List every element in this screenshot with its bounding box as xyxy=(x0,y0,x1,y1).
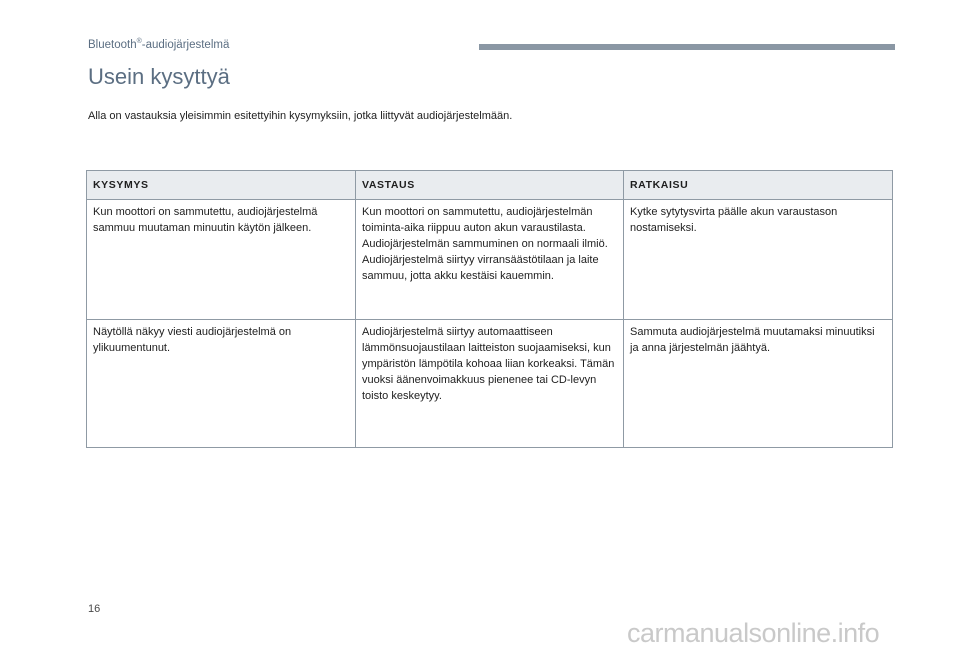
answer-cell: Audiojärjestelmä siirtyy automaattiseen lämmönsuojaustilaan laitteiston suojaamiseksi, kun ympäristön lämpötila kohoaa liian korkeaksi. Tämän vuoksi äänenvoimakkuus pienenee tai CD-levyn toisto keskeytyy. xyxy=(356,320,624,448)
section-label-suffix: -audiojärjestelmä xyxy=(141,38,230,51)
intro-text: Alla on vastauksia yleisimmin esitettyihin kysymyksiin, jotka liittyvät audiojärjestelmään. xyxy=(88,110,513,122)
page-header xyxy=(88,38,886,54)
section-label xyxy=(88,38,229,51)
answer-cell: Kun moottori on sammutettu, audiojärjestelmän toiminta-aika riippuu auton akun varaustilasta. Audiojärjestelmän sammuminen on normaali ilmiö. Audiojärjestelmä siirtyy virransäästötilaan ja laite sammuu, jotta akku kestäisi kauemmin. xyxy=(356,200,624,320)
question-cell: Näytöllä näkyy viesti audiojärjestelmä on ylikuumentunut. xyxy=(87,320,356,448)
watermark-link[interactable]: carmanualsonline.info xyxy=(627,618,880,648)
column-header-question: KYSYMYS xyxy=(87,171,356,200)
column-header-answer: VASTAUS xyxy=(356,171,624,200)
registered-mark: ® xyxy=(136,38,142,45)
page-title: Usein kysyttyä xyxy=(88,64,230,89)
page-number: 16 xyxy=(88,603,101,615)
solution-cell: Sammuta audiojärjestelmä muutamaksi minuutiksi ja anna järjestelmän jäähtyä. xyxy=(624,320,893,448)
table-row xyxy=(87,320,893,448)
section-label-prefix: Bluetooth xyxy=(88,38,137,51)
column-header-solution: RATKAISU xyxy=(624,171,893,200)
table-row xyxy=(87,200,893,320)
solution-cell: Kytke sytytysvirta päälle akun varaustason nostamiseksi. xyxy=(624,200,893,320)
question-cell: Kun moottori on sammutettu, audiojärjestelmä sammuu muutaman minuutin käytön jälkeen. xyxy=(87,200,356,320)
table-header-row xyxy=(87,171,893,200)
header-rule xyxy=(479,44,895,50)
faq-table xyxy=(86,170,893,448)
